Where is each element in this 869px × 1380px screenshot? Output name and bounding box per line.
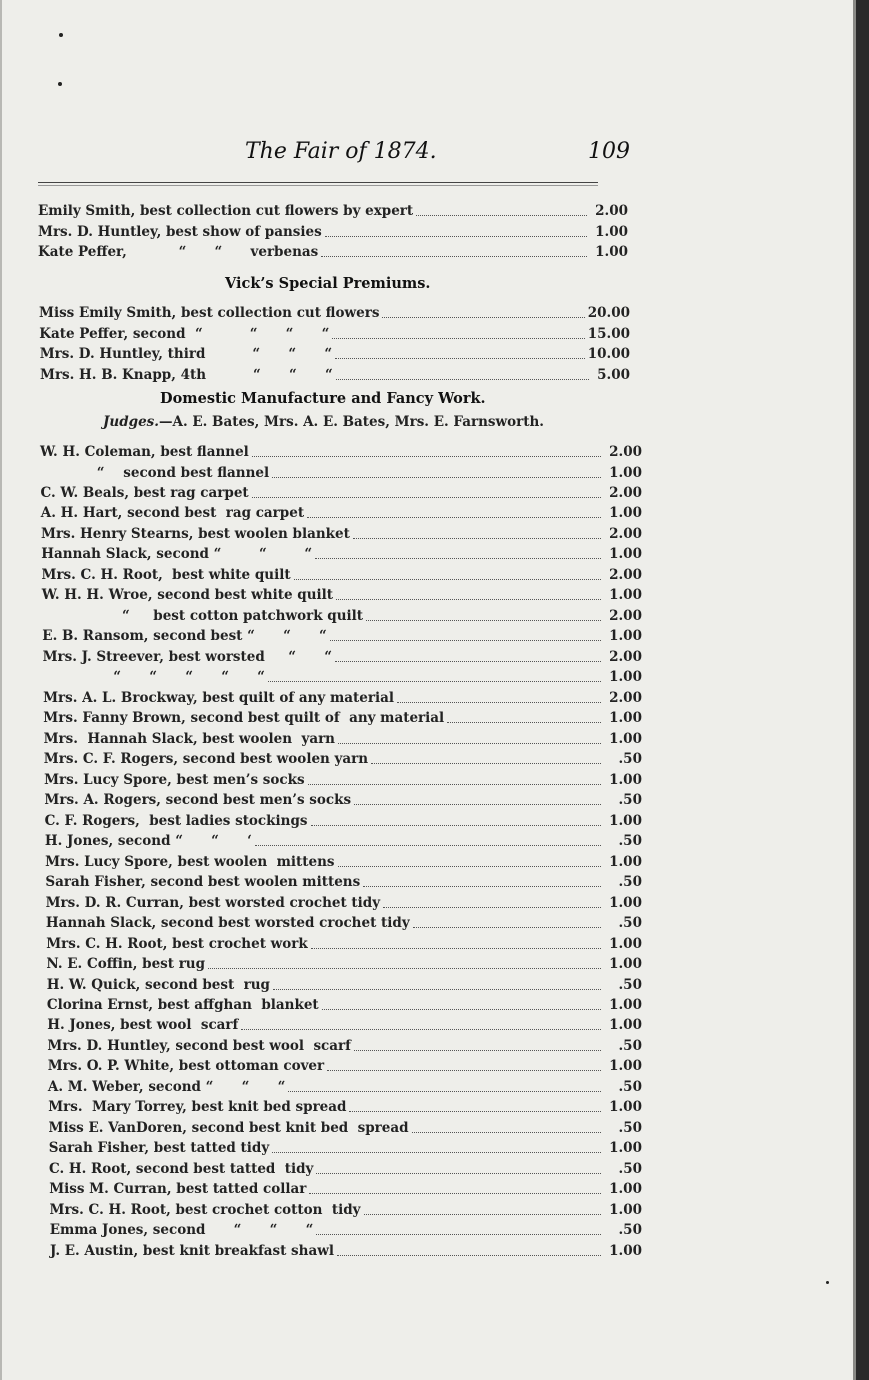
leader-dots bbox=[311, 824, 601, 826]
leader-dots bbox=[335, 357, 585, 359]
leader-dots bbox=[371, 762, 601, 764]
page-number: 109 bbox=[588, 139, 630, 164]
premium-entry bbox=[42, 605, 642, 625]
entry-amount: 1.00 bbox=[609, 956, 642, 972]
leader-dots bbox=[294, 578, 601, 580]
leader-dots bbox=[366, 619, 601, 621]
entry-text: Mrs. D. Huntley, second best wool scarf bbox=[47, 1037, 351, 1054]
leader-dots bbox=[272, 476, 601, 478]
entry-amount: .50 bbox=[618, 874, 642, 891]
entry-amount: .50 bbox=[618, 1078, 642, 1095]
premium-entry bbox=[40, 364, 630, 384]
premium-entry bbox=[44, 728, 642, 748]
premium-entry bbox=[47, 1035, 642, 1055]
entry-text: Sarah Fisher, second best woolen mittens bbox=[45, 874, 361, 891]
premium-entry bbox=[46, 892, 642, 912]
premium-entry bbox=[43, 646, 642, 666]
entry-amount: 2.00 bbox=[595, 203, 628, 219]
leader-dots bbox=[412, 1131, 601, 1133]
entry-text: Hannah Slack, second best worsted crochet tidy bbox=[45, 915, 410, 931]
leader-dots bbox=[321, 255, 587, 257]
page-header bbox=[0, 136, 869, 170]
leader-dots bbox=[322, 1008, 601, 1010]
premium-entry bbox=[46, 912, 642, 932]
premium-entry bbox=[49, 1158, 642, 1178]
entry-text: H. Jones, second “ “ ‘ bbox=[44, 833, 252, 850]
leader-dots bbox=[354, 1049, 601, 1051]
premium-entry bbox=[50, 1240, 642, 1260]
entry-text: Mrs. D. Huntley, third “ “ “ bbox=[39, 346, 333, 362]
entry-text: “ “ “ “ “ bbox=[42, 669, 265, 686]
leader-dots bbox=[349, 1110, 601, 1112]
entry-amount: .50 bbox=[618, 1222, 642, 1239]
leader-dots bbox=[208, 967, 601, 969]
entry-amount: 2.00 bbox=[609, 566, 642, 583]
premium-entry bbox=[44, 769, 642, 789]
leader-dots bbox=[335, 660, 601, 662]
premium-entry bbox=[45, 851, 642, 871]
entry-text: Kate Peffer, “ “ verbenas bbox=[38, 244, 319, 260]
premium-entry bbox=[43, 707, 642, 727]
premium-entry bbox=[38, 241, 628, 261]
premium-entry bbox=[40, 343, 630, 363]
entry-amount: 10.00 bbox=[587, 346, 630, 362]
premium-entry bbox=[41, 502, 642, 522]
entry-text: Mrs. Lucy Spore, best woolen mittens bbox=[45, 853, 335, 870]
entry-text: Mrs. A. L. Brockway, best quilt of any material bbox=[43, 689, 394, 706]
entry-amount: 1.00 bbox=[609, 894, 642, 911]
leader-dots bbox=[325, 235, 587, 237]
entry-text: Mrs. Henry Stearns, best woolen blanket bbox=[41, 525, 350, 542]
entry-text: H. Jones, best wool scarf bbox=[47, 1017, 239, 1034]
entry-text: “ second best flannel bbox=[40, 464, 270, 481]
section-heading-domestic: Domestic Manufacture and Fancy Work. bbox=[160, 390, 486, 407]
entry-amount: 1.00 bbox=[609, 730, 642, 747]
premium-entry bbox=[48, 1055, 642, 1075]
leader-dots bbox=[336, 598, 601, 600]
premium-entry bbox=[41, 523, 642, 543]
book-binding-edge bbox=[856, 0, 869, 1380]
premium-entry bbox=[50, 1199, 643, 1219]
leader-dots bbox=[353, 537, 601, 539]
entry-text: “ best cotton patchwork quilt bbox=[42, 607, 364, 624]
entry-amount: 1.00 bbox=[609, 853, 642, 870]
leader-dots bbox=[273, 988, 601, 990]
entry-amount: .50 bbox=[618, 1037, 642, 1054]
entry-amount: 1.00 bbox=[609, 771, 642, 788]
premium-entry bbox=[48, 1096, 642, 1116]
leader-dots bbox=[332, 337, 584, 339]
leader-dots bbox=[309, 1192, 601, 1194]
entry-amount: .50 bbox=[618, 792, 642, 809]
premium-entry bbox=[49, 1137, 642, 1157]
judges-line bbox=[103, 414, 544, 430]
premium-entry bbox=[44, 748, 642, 768]
leader-dots bbox=[363, 885, 601, 887]
premium-entry bbox=[38, 200, 628, 220]
entry-amount: .50 bbox=[618, 833, 642, 850]
premium-entry bbox=[44, 789, 642, 809]
premium-entry bbox=[42, 625, 642, 645]
entry-amount: 2.00 bbox=[609, 444, 642, 460]
premium-entry bbox=[43, 687, 642, 707]
entry-amount: 1.00 bbox=[595, 223, 628, 240]
entry-text: C. F. Rogers, best ladies stockings bbox=[44, 812, 308, 829]
premium-entry bbox=[47, 974, 642, 994]
premium-entry bbox=[39, 323, 630, 343]
premium-entry bbox=[43, 666, 642, 686]
entry-text: Mrs. J. Streever, best worsted “ “ bbox=[42, 648, 333, 665]
entry-amount: 5.00 bbox=[597, 366, 630, 383]
entry-amount: .50 bbox=[618, 1119, 642, 1136]
entry-amount: .50 bbox=[618, 1160, 642, 1177]
entry-amount: 1.00 bbox=[609, 546, 642, 563]
premium-entry bbox=[47, 994, 642, 1014]
premium-entry bbox=[49, 1178, 642, 1198]
entry-text: A. H. Hart, second best rag carpet bbox=[40, 505, 305, 522]
leader-dots bbox=[252, 455, 601, 457]
entry-amount: 1.00 bbox=[609, 935, 642, 952]
entry-text: Mrs. Mary Torrey, best knit bed spread bbox=[48, 1099, 347, 1116]
entry-amount: 2.00 bbox=[609, 648, 642, 665]
entry-text: Mrs. O. P. White, best ottoman cover bbox=[47, 1058, 325, 1075]
premium-entry bbox=[41, 543, 642, 563]
leader-dots bbox=[311, 947, 601, 949]
premium-entry bbox=[46, 933, 642, 953]
leader-dots bbox=[288, 1090, 601, 1092]
section-heading-vicks: Vick’s Special Premiums. bbox=[225, 275, 431, 292]
leader-dots bbox=[413, 926, 601, 928]
print-speck bbox=[826, 1281, 829, 1284]
header-rule-shadow bbox=[38, 185, 598, 186]
entry-amount: 1.00 bbox=[609, 1099, 642, 1116]
entry-amount: 2.00 bbox=[609, 485, 642, 501]
premium-entry bbox=[41, 482, 643, 502]
entry-amount: 2.00 bbox=[609, 607, 642, 624]
leader-dots bbox=[364, 1213, 601, 1215]
entry-amount: 1.00 bbox=[609, 1058, 642, 1075]
leader-dots bbox=[330, 639, 601, 641]
leader-dots bbox=[252, 496, 601, 498]
entry-amount: 1.00 bbox=[609, 464, 642, 481]
entry-text: W. H. Coleman, best flannel bbox=[40, 444, 249, 460]
premium-entry bbox=[40, 462, 642, 482]
entry-text: A. M. Weber, second “ “ “ bbox=[47, 1078, 286, 1095]
entry-text: E. B. Ransom, second best “ “ “ bbox=[42, 628, 327, 645]
entry-text: Mrs. C. F. Rogers, second best woolen yarn bbox=[43, 751, 369, 768]
leader-dots bbox=[397, 701, 601, 703]
premium-entry bbox=[45, 810, 642, 830]
judges-label: Judges. bbox=[103, 414, 159, 430]
entry-text: Clorina Ernst, best affghan blanket bbox=[46, 997, 319, 1013]
print-speck bbox=[59, 33, 63, 37]
entry-text: Mrs. D. Huntley, best show of pansies bbox=[38, 223, 322, 240]
entry-amount: 1.00 bbox=[609, 628, 642, 645]
entry-text: Hannah Slack, second “ “ “ bbox=[41, 546, 313, 563]
leader-dots bbox=[336, 378, 589, 380]
entry-text: Miss M. Curran, best tatted collar bbox=[49, 1181, 307, 1198]
leader-dots bbox=[255, 844, 601, 846]
leader-dots bbox=[383, 906, 601, 908]
entry-amount: 1.00 bbox=[609, 505, 642, 522]
entry-amount: 1.00 bbox=[609, 1140, 642, 1157]
entry-amount: 1.00 bbox=[609, 669, 642, 686]
leader-dots bbox=[316, 1172, 601, 1174]
entry-amount: 1.00 bbox=[609, 812, 642, 829]
entry-text: Mrs. C. H. Root, best white quilt bbox=[41, 566, 291, 583]
entry-amount: 1.00 bbox=[609, 1017, 642, 1034]
print-speck bbox=[58, 82, 62, 86]
leader-dots bbox=[315, 557, 601, 559]
entry-amount: 20.00 bbox=[587, 305, 630, 321]
entry-text: Mrs. C. H. Root, best crochet work bbox=[46, 935, 308, 952]
entry-amount: 15.00 bbox=[587, 325, 630, 342]
premium-entry bbox=[45, 871, 642, 891]
running-title: The Fair of 1874. bbox=[245, 139, 437, 164]
entry-text: Miss E. VanDoren, second best knit bed spread bbox=[48, 1119, 409, 1136]
premium-entry bbox=[38, 221, 628, 241]
entry-amount: 2.00 bbox=[609, 525, 642, 542]
entry-text: Mrs. Hannah Slack, best woolen yarn bbox=[43, 730, 335, 747]
leader-dots bbox=[416, 214, 587, 216]
entry-text: Emily Smith, best collection cut flowers by expert bbox=[38, 203, 414, 219]
entry-amount: 1.00 bbox=[595, 244, 628, 260]
entry-text: N. E. Coffin, best rug bbox=[46, 956, 206, 972]
premium-entry bbox=[46, 953, 642, 973]
premium-entry bbox=[42, 584, 642, 604]
entry-text: Mrs. H. B. Knapp, 4th “ “ “ bbox=[40, 366, 333, 383]
leader-dots bbox=[447, 721, 601, 723]
entry-text: Mrs. C. H. Root, best crochet cotton tidy bbox=[49, 1201, 361, 1218]
entry-text: Mrs. A. Rogers, second best men’s socks bbox=[44, 792, 352, 809]
entry-text: Mrs. Lucy Spore, best men’s socks bbox=[44, 771, 305, 788]
entry-text: J. E. Austin, best knit breakfast shawl bbox=[50, 1242, 334, 1259]
leader-dots bbox=[382, 316, 584, 318]
premium-entry bbox=[47, 1014, 642, 1034]
entry-amount: 1.00 bbox=[609, 710, 642, 727]
entry-amount: .50 bbox=[618, 976, 642, 993]
premium-entry bbox=[50, 1219, 642, 1239]
premium-entry bbox=[39, 302, 630, 322]
header-rule bbox=[38, 182, 598, 183]
entry-amount: 1.00 bbox=[609, 1201, 642, 1218]
entry-text: Kate Peffer, second “ “ “ “ bbox=[39, 325, 330, 342]
premium-entry bbox=[45, 830, 642, 850]
leader-dots bbox=[338, 742, 601, 744]
premium-entry bbox=[49, 1117, 643, 1137]
entry-amount: 1.00 bbox=[609, 587, 642, 604]
entry-amount: 1.00 bbox=[609, 997, 642, 1013]
entry-amount: .50 bbox=[618, 751, 642, 768]
leader-dots bbox=[338, 865, 601, 867]
leader-dots bbox=[308, 783, 601, 785]
premium-entry bbox=[48, 1076, 642, 1096]
entry-text: Emma Jones, second “ “ “ bbox=[49, 1222, 314, 1239]
leader-dots bbox=[337, 1254, 601, 1256]
leader-dots bbox=[354, 803, 601, 805]
premium-entry bbox=[40, 441, 642, 461]
leader-dots bbox=[241, 1028, 601, 1030]
entry-amount: 1.00 bbox=[609, 1181, 642, 1198]
leader-dots bbox=[272, 1151, 601, 1153]
judges-names: —A. E. Bates, Mrs. A. E. Bates, Mrs. E. Farnsworth. bbox=[158, 414, 544, 430]
entry-text: C. W. Beals, best rag carpet bbox=[40, 485, 249, 501]
entry-text: W. H. H. Wroe, second best white quilt bbox=[41, 587, 333, 604]
entry-amount: 1.00 bbox=[609, 1242, 642, 1259]
entry-text: C. H. Root, second best tatted tidy bbox=[49, 1160, 314, 1177]
entry-text: H. W. Quick, second best rug bbox=[46, 976, 270, 993]
premium-entry bbox=[42, 564, 643, 584]
entry-text: Mrs. D. R. Curran, best worsted crochet tidy bbox=[45, 894, 381, 911]
entry-text: Sarah Fisher, best tatted tidy bbox=[48, 1140, 270, 1157]
page-left-edge bbox=[0, 0, 2, 1380]
entry-text: Mrs. Fanny Brown, second best quilt of any material bbox=[43, 710, 445, 727]
entry-amount: .50 bbox=[618, 915, 642, 931]
entry-amount: 2.00 bbox=[609, 689, 642, 706]
leader-dots bbox=[268, 680, 601, 682]
leader-dots bbox=[307, 516, 601, 518]
leader-dots bbox=[316, 1233, 601, 1235]
entry-text: Miss Emily Smith, best collection cut flowers bbox=[39, 305, 380, 321]
leader-dots bbox=[327, 1069, 601, 1071]
